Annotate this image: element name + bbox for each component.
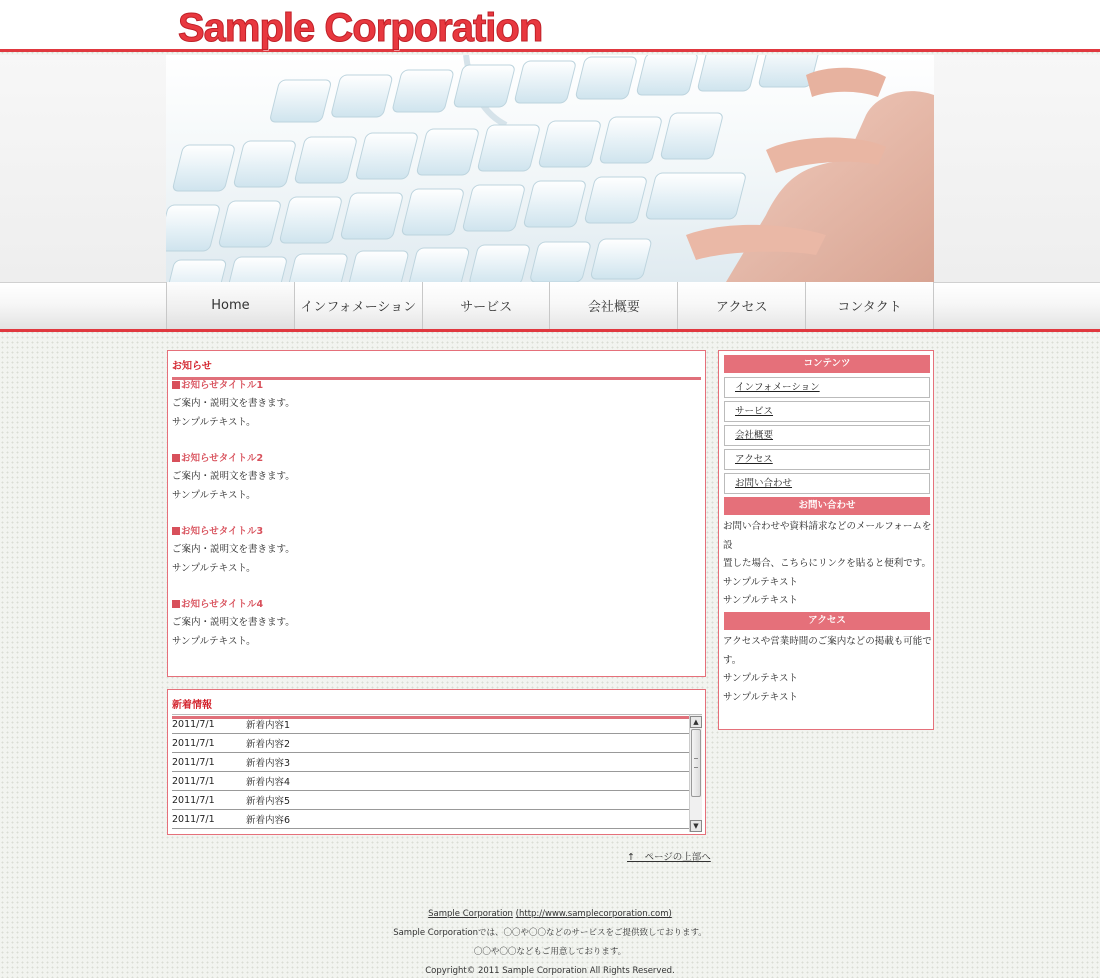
news-item [172,377,701,432]
sidebar-access-text [723,633,933,707]
row-date: 2011/7/1 [172,813,215,825]
table-row [172,791,689,810]
footer-copyright: Copyright© 2011 Sample Corporation All Rights Reserved. [425,966,675,976]
footer-company-link[interactable]: Sample Corporation [428,909,513,919]
sidebar-contact-title: お問い合わせ [724,497,930,515]
row-text: 新着内容6 [246,815,291,826]
news-title: お知らせ [172,357,701,380]
access-text-line: アクセスや営業時間のご案内などの掲載も可能で [723,636,932,647]
news-item-desc: ご案内・説明文を書きます。 [172,471,295,482]
row-date: 2011/7/1 [172,718,215,730]
news-item [172,523,701,578]
news-item-sample: サンプルテキスト。 [172,562,256,574]
whats-new-title: 新着情報 [172,696,701,719]
news-item [172,596,701,651]
sidebar-contact-text [723,518,933,611]
site-logo[interactable]: Sample Corporation [178,6,543,50]
row-date: 2011/7/1 [172,737,215,749]
main-nav [166,282,934,329]
access-text-line: サンプルテキスト [723,673,798,684]
row-date: 2011/7/1 [172,775,215,787]
scroll-thumb[interactable] [691,729,701,797]
news-item-title: お知らせタイトル1 [172,377,701,395]
contact-text-line: サンプルテキスト [723,576,798,588]
news-item-desc: ご案内・説明文を書きます。 [172,544,295,555]
nav-information[interactable]: インフォメーション [295,282,423,329]
table-row [172,810,689,829]
sidebar-item-company[interactable]: 会社概要 [724,425,930,446]
table-row [172,753,689,772]
page-top-link[interactable]: ↑ ページの上部へ [627,852,711,863]
hero-banner-keyboard-image [166,55,934,282]
nav-service[interactable]: サービス [423,282,551,329]
scroll-down-icon[interactable]: ▼ [690,820,702,832]
whats-new-box [167,689,706,835]
news-item-title: お知らせタイトル4 [172,596,701,614]
news-item [172,450,701,505]
nav-company[interactable]: 会社概要 [550,282,678,329]
sidebar-item-information[interactable]: インフォメーション [724,377,930,398]
news-item-sample: サンプルテキスト。 [172,416,256,428]
row-text: 新着内容4 [246,777,291,788]
access-text-line: サンプルテキスト [723,691,798,703]
sidebar-access-title: アクセス [724,612,930,630]
contact-text-line: サンプルテキスト [723,595,798,606]
footer-description-2: 〇〇や〇〇などもご用意しております。 [473,947,627,957]
news-item-sample: サンプルテキスト。 [172,489,256,501]
row-date: 2011/7/1 [172,756,215,768]
news-box [167,350,706,677]
table-row [172,715,689,734]
news-item-title: お知らせタイトル2 [172,450,701,468]
site-footer [250,905,850,978]
table-row [172,772,689,791]
site-header [0,0,1100,52]
row-text: 新着内容2 [246,739,291,750]
table-row [172,734,689,753]
row-text: 新着内容1 [246,720,291,731]
whats-new-list[interactable] [172,714,702,832]
contact-text-line: 置した場合、こちらにリンクを貼ると便利です。 [723,558,932,569]
sidebar-contents-title: コンテンツ [724,355,930,373]
footer-url-link[interactable]: (http://www.samplecorporation.com) [515,909,672,919]
footer-company-line [250,905,850,924]
contact-text-line: お問い合わせや資料請求などのメールフォームを設 [723,521,932,551]
row-text: 新着内容3 [246,758,291,769]
news-list [172,377,701,669]
news-item-desc: ご案内・説明文を書きます。 [172,617,295,628]
nav-home[interactable]: Home [167,282,295,329]
sidebar-item-service[interactable]: サービス [724,401,930,422]
sidebar [718,350,934,730]
news-item-desc: ご案内・説明文を書きます。 [172,398,295,409]
scroll-up-icon[interactable]: ▲ [690,716,702,728]
sidebar-item-contact[interactable]: お問い合わせ [724,473,930,494]
sidebar-item-access[interactable]: アクセス [724,449,930,470]
row-date: 2011/7/1 [172,794,215,806]
nav-contact[interactable]: コンタクト [806,282,934,329]
footer-description: Sample Corporationでは、〇〇や〇〇などのサービスをご提供致しております。 [393,928,707,938]
news-item-title: お知らせタイトル3 [172,523,701,541]
access-text-line: す。 [723,654,742,666]
sidebar-menu [724,377,930,497]
row-text: 新着内容5 [246,796,291,807]
vertical-scrollbar[interactable] [689,715,702,832]
nav-access[interactable]: アクセス [678,282,806,329]
news-item-sample: サンプルテキスト。 [172,635,256,647]
